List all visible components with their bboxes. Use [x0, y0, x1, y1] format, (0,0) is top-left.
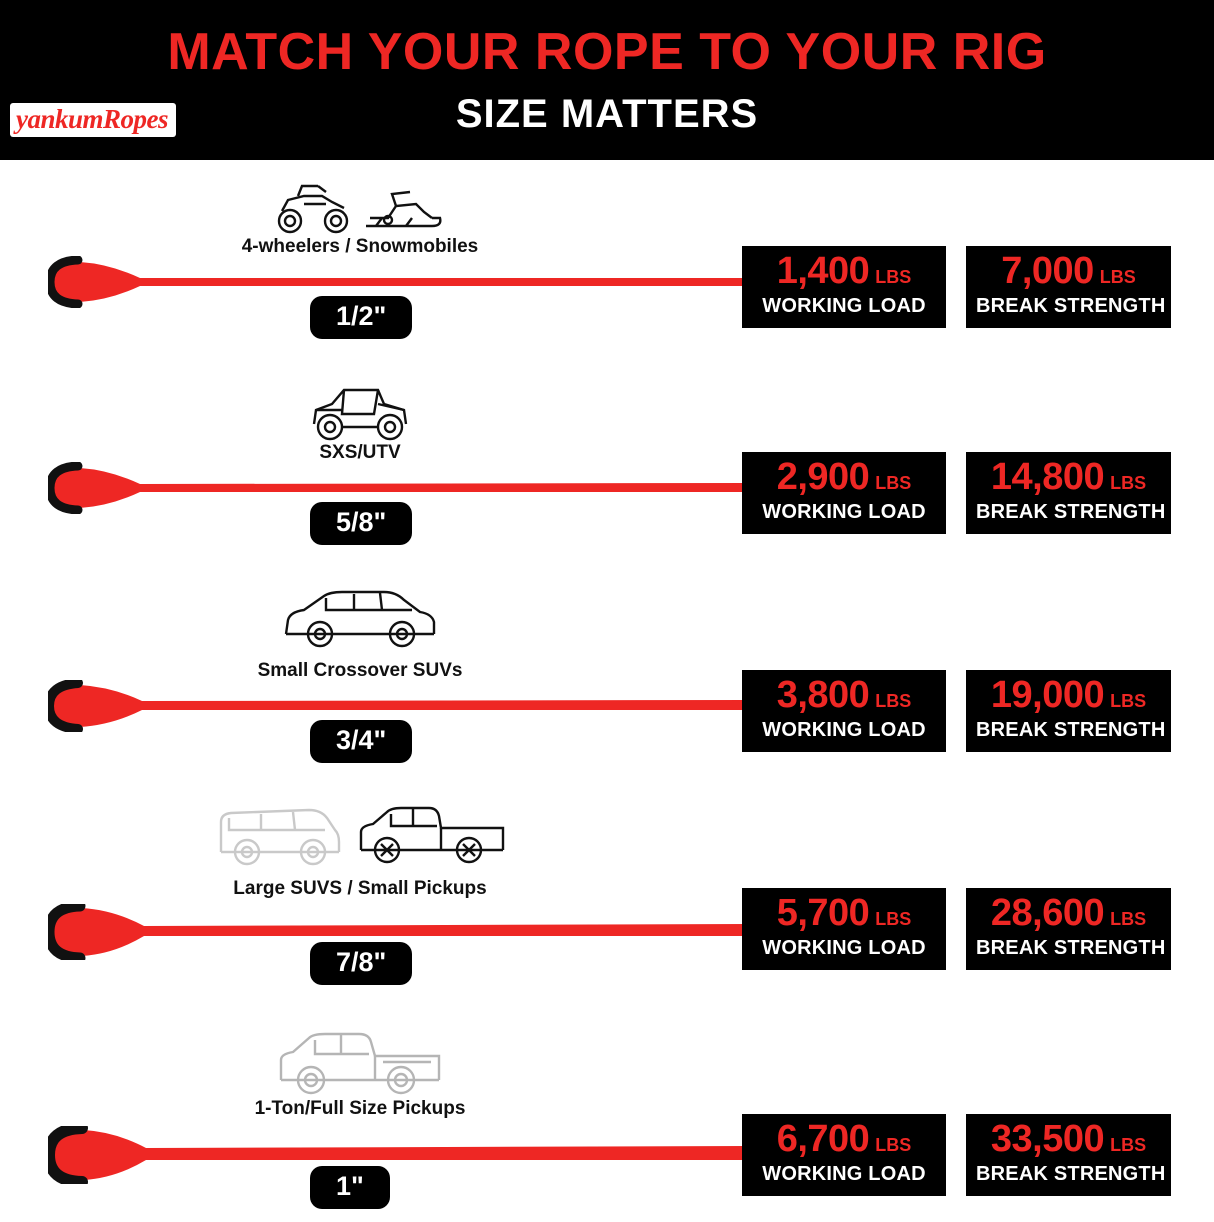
break-strength-unit: LBS: [1110, 473, 1147, 493]
table-row: [0, 160, 1214, 360]
working-load-value: 5,700: [776, 892, 870, 934]
break-strength-value: 33,500: [990, 1118, 1105, 1160]
working-load-caption: WORKING LOAD: [762, 294, 926, 317]
crossover-suv-icon: [280, 582, 440, 652]
break-strength-unit: LBS: [1110, 1135, 1147, 1155]
break-strength-caption: BREAK STRENGTH: [976, 718, 1166, 741]
break-strength-unit: LBS: [1099, 267, 1136, 287]
break-strength-box: [966, 888, 1171, 970]
rope-size-badge: 1/2": [310, 296, 412, 339]
table-row: [0, 1022, 1214, 1222]
vehicle-icon-group: [150, 160, 570, 236]
page-title: MATCH YOUR ROPE TO YOUR RIG: [167, 23, 1047, 81]
break-strength-box: [966, 670, 1171, 752]
break-strength-value: 7,000: [1001, 250, 1094, 292]
rope-size-badge: 5/8": [310, 502, 412, 545]
full-size-pickup-icon: [275, 1028, 445, 1098]
large-suv-icon: [213, 800, 343, 866]
working-load-value: 6,700: [776, 1118, 870, 1160]
break-strength-box: [966, 246, 1171, 328]
rope-size-chart: [0, 160, 1214, 1214]
working-load-unit: LBS: [875, 909, 912, 929]
atv-icon: [274, 178, 352, 236]
break-strength-unit: LBS: [1110, 691, 1147, 711]
break-strength-value: 14,800: [990, 456, 1105, 498]
vehicle-icon-group: [120, 790, 600, 866]
working-load-value: 2,900: [776, 456, 870, 498]
break-strength-caption: BREAK STRENGTH: [976, 1162, 1166, 1185]
working-load-box: [742, 670, 946, 752]
vehicle-label: Small Crossover SUVs: [257, 660, 463, 681]
working-load-caption: WORKING LOAD: [762, 1162, 926, 1185]
working-load-box: [742, 888, 946, 970]
break-strength-caption: BREAK STRENGTH: [976, 936, 1166, 959]
snowmobile-icon: [362, 186, 446, 236]
header-banner: [0, 0, 1214, 160]
vehicle-icon-group: [150, 1022, 570, 1098]
utv-icon: [308, 380, 412, 442]
break-strength-caption: BREAK STRENGTH: [976, 500, 1166, 523]
vehicle-label: 1-Ton/Full Size Pickups: [254, 1098, 466, 1119]
rope-graphic: [48, 1126, 748, 1178]
working-load-caption: WORKING LOAD: [762, 936, 926, 959]
vehicle-label: 4-wheelers / Snowmobiles: [241, 236, 479, 257]
rope-size-badge: 3/4": [310, 720, 412, 763]
break-strength-unit: LBS: [1110, 909, 1147, 929]
working-load-unit: LBS: [875, 691, 912, 711]
page-subtitle: SIZE MATTERS: [455, 92, 759, 136]
break-strength-box: [966, 1114, 1171, 1196]
working-load-value: 3,800: [776, 674, 870, 716]
break-strength-caption: BREAK STRENGTH: [976, 294, 1166, 317]
brand-logo-text: yankumRopes: [16, 104, 169, 134]
break-strength-value: 28,600: [990, 892, 1105, 934]
working-load-box: [742, 452, 946, 534]
working-load-unit: LBS: [875, 473, 912, 493]
working-load-caption: WORKING LOAD: [762, 718, 926, 741]
vehicle-label: SXS/UTV: [319, 442, 401, 463]
working-load-value: 1,400: [776, 250, 870, 292]
working-load-caption: WORKING LOAD: [762, 500, 926, 523]
vehicle-icon-group: [150, 576, 570, 652]
table-row: [0, 796, 1214, 996]
break-strength-value: 19,000: [990, 674, 1105, 716]
table-row: [0, 584, 1214, 784]
working-load-box: [742, 1114, 946, 1196]
working-load-box: [742, 246, 946, 328]
vehicle-label: Large SUVS / Small Pickups: [233, 878, 487, 899]
rope-size-badge: 7/8": [310, 942, 412, 985]
small-pickup-icon: [357, 804, 507, 866]
break-strength-box: [966, 452, 1171, 534]
vehicle-icon-group: [150, 366, 570, 442]
rope-size-badge: 1": [310, 1166, 390, 1209]
table-row: [0, 366, 1214, 566]
working-load-unit: LBS: [875, 267, 912, 287]
working-load-unit: LBS: [875, 1135, 912, 1155]
brand-logo: [10, 103, 176, 137]
